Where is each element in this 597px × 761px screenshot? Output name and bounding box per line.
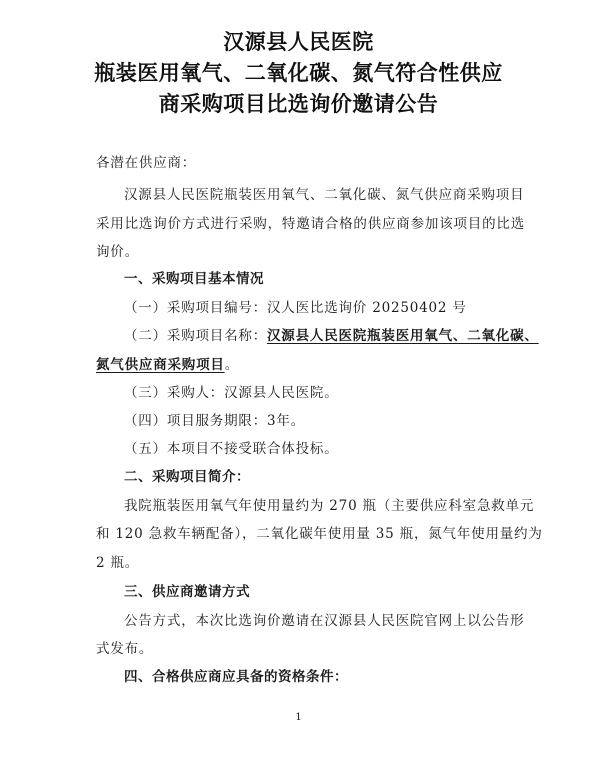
section-3-heading: 三、供应商邀请方式 [124, 584, 250, 600]
section-1-item-3: （三）采购人：汉源县人民医院。 [124, 385, 339, 401]
section-1-item-5: （五）本项目不接受联合体投标。 [124, 441, 339, 457]
item-2-project-name-a: 汉源县人民医院瓶装医用氧气、二氧化碳、 [267, 328, 539, 344]
section-1-item-4: （四）项目服务期限：3年。 [124, 413, 305, 429]
item-2-end: 。 [224, 357, 240, 373]
section-2-line-3: 2 瓶。 [96, 555, 140, 571]
item-2-project-name-b: 氮气供应商采购项目 [96, 357, 225, 373]
section-3-line-2: 式发布。 [96, 641, 154, 657]
section-2-line-2: 和 120 急救车辆配备），二氧化碳年使用量 35 瓶，氮气年使用量约为 [96, 526, 543, 542]
intro-line-3: 询价。 [96, 244, 139, 260]
intro-line-2: 采用比选询价方式进行采购，特邀请合格的供应商参加该项目的比选 [96, 216, 525, 232]
section-4-heading: 四、合格供应商应具备的资格条件： [124, 669, 348, 685]
title-line-1: 汉源县人民医院 [223, 30, 374, 54]
page-number: 1 [295, 712, 302, 723]
section-1-item-2 [124, 324, 539, 344]
section-1-heading: 一、采购项目基本情况 [124, 271, 264, 287]
section-3-line-1: 公告方式，本次比选询价邀请在汉源县人民医院官网上以公告形 [124, 613, 525, 629]
section-2-line-1: 我院瓶装医用氧气年使用量约为 270 瓶（主要供应科室急救单元 [124, 498, 535, 514]
section-1-item-1: （一）采购项目编号：汉人医比选询价 20250402 号 [124, 300, 467, 316]
section-1-item-2-cont [96, 353, 239, 373]
salutation: 各潜在供应商： [96, 155, 197, 171]
intro-line-1: 汉源县人民医院瓶装医用氧气、二氧化碳、氮气供应商采购项目 [124, 187, 525, 203]
title-line-3: 商采购项目比选询价邀请公告 [158, 92, 439, 116]
title-line-2: 瓶装医用氧气、二氧化碳、氮气符合性供应 [94, 61, 503, 85]
section-2-heading: 二、采购项目简介： [124, 469, 250, 485]
item-2-prefix: （二）采购项目名称： [124, 328, 267, 344]
